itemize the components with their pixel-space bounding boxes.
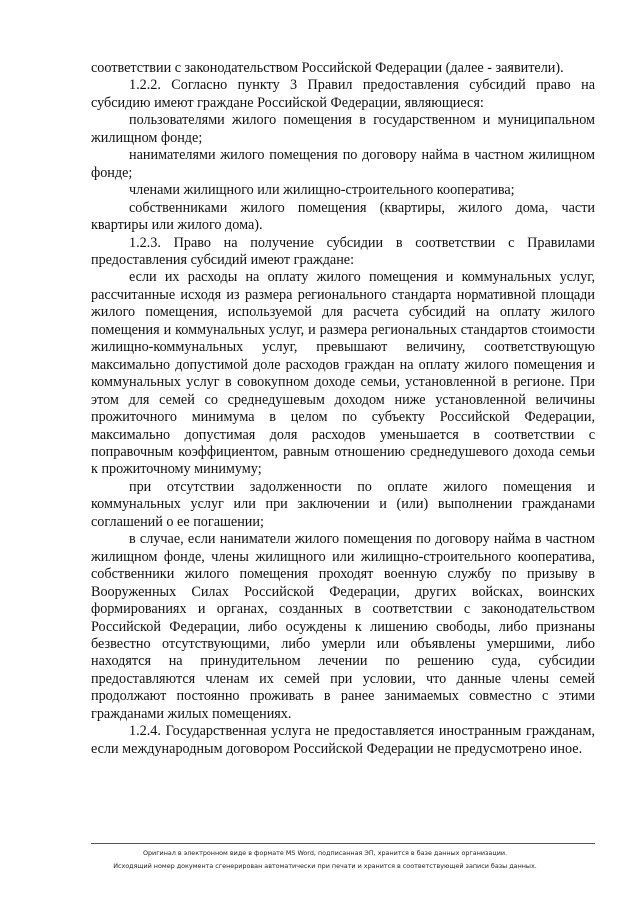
document-body xyxy=(91,60,595,758)
footer-line-outgoing-number: Исходящий номер документа сгенерирован автоматически при печати и хранится в соответствующей записи базы данных. xyxy=(113,862,537,870)
paragraph-no-debt-condition: при отсутствии задолженности по оплате жилого помещения и коммунальных услуг или при заключении и (или) выполнении гражданами соглашений о ее погашении; xyxy=(91,478,595,530)
page-footer xyxy=(60,847,590,873)
footer-line-original: Оригинал в электронном виде в формате MS Word, подписанная ЭП, хранится в базе данных организации. xyxy=(142,849,508,857)
paragraph-owners: собственниками жилого помещения (квартиры, жилого дома, части квартиры или жилого дома). xyxy=(91,199,595,234)
paragraph-1-2-3: 1.2.3. Право на получение субсидии в соответствии с Правилами предоставления субсидий имеют граждане: xyxy=(91,234,595,268)
paragraph-users-state-fund: пользователями жилого помещения в государственном и муниципальном жилищном фонде; xyxy=(91,112,595,146)
footer-divider xyxy=(91,843,595,844)
paragraph-expenses-condition: если их расходы на оплату жилого помещения и коммунальных услуг, рассчитанные исходя из размера регионального стандарта нормативной площади жилого помещения, используемой для расчета субсидий на оплату жилого помещения и коммунальных услуг, и размера региональных стандартов стоимости жилищно-коммунальных услуг, превышают величину, соответствующую максимально допустимой доле расходов граждан на оплату жилого помещения и коммунальных услуг в совокупном доходе семьи, установленной в регионе. При этом для семей со среднедушевым доходом ниже установленной величины прожиточного минимума в целом по субъекту Российской Федерации, максимально допустимая доля расходов уменьшается в соответствии с поправочным коэффициентом, равным отношению среднедушевого дохода семьи к прожиточному минимуму; xyxy=(91,269,595,478)
paragraph-continuation: соответствии с законодательством Российской Федерации (далее - заявители). xyxy=(91,60,564,76)
paragraph-cooperative-members: членами жилищного или жилищно-строительного кооператива; xyxy=(129,182,515,199)
paragraph-1-2-2: 1.2.2. Согласно пункту 3 Правил предоставления субсидий право на субсидию имеют граждане Российской Федерации, являющиеся: xyxy=(91,77,595,111)
paragraph-family-members-case: в случае, если наниматели жилого помещения по договору найма в частном жилищном фонде, члены жилищного или жилищно-строительного кооператива, собственники жилого помещения проходят военную службу по призыву в Вооруженных Силах Российской Федерации, других войсках, воинских формированиях и органах, созданных в соответствии с законодательством Российской Федерации, либо осуждены к лишению свободы, либо признаны безвестно отсутствующими, либо умерли или объявлены умершими, либо находятся на принудительном лечении по решению суда, субсидии предоставляются членам их семей при условии, что данные члены семей продолжают постоянно проживать в ранее занимаемых совместно с этими гражданами жилых помещениях. xyxy=(91,531,595,722)
paragraph-1-2-4: 1.2.4. Государственная услуга не предоставляется иностранным гражданам, если международным договором Российской Федерации не предусмотрено иное. xyxy=(91,723,595,757)
paragraph-tenants-private-fund: нанимателями жилого помещения по договору найма в частном жилищном фонде; xyxy=(91,147,595,181)
